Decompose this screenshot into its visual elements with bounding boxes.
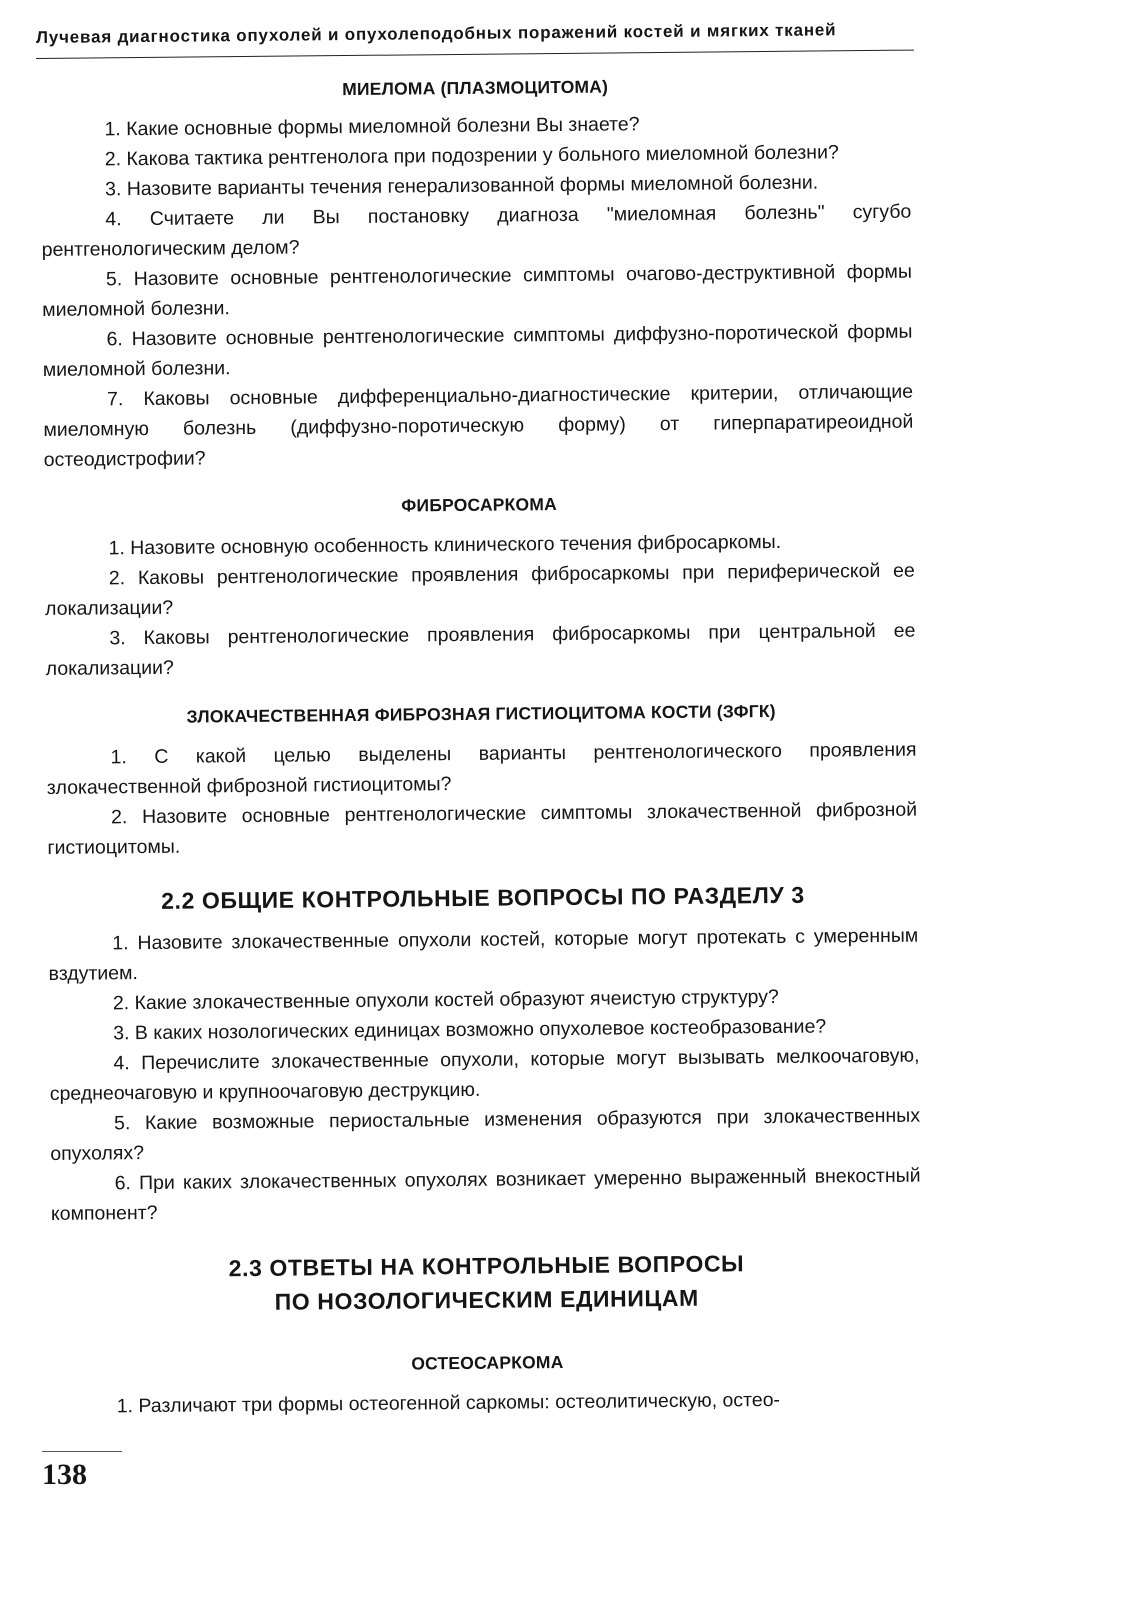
question-item: 1. Какие основные формы миеломной болезни Вы знаете? xyxy=(104,113,640,141)
question-item: 6. Назовите основные рентгенологические симптомы диффузно-поротической формы миеломной болезни. xyxy=(42,320,913,381)
question-item: 6. При каких злокачественных опухолях возникает умеренно выраженный внекостный компонент? xyxy=(50,1164,921,1225)
question-item: 4. Считаете ли Вы постановку диагноза "миеломная болезнь" сугубо рентгенологическим делом? xyxy=(41,200,912,261)
section-title-mfh: ЗЛОКАЧЕСТВЕННАЯ ФИБРОЗНАЯ ГИСТИОЦИТОМА КОСТИ (ЗФГК) xyxy=(186,700,776,727)
question-item: 3. В каких нозологических единицах возможно опухолевое костеобразование? xyxy=(113,1015,827,1045)
section-title-fibrosarcoma: ФИБРОСАРКОМА xyxy=(401,494,558,516)
question-item: 3. Назовите варианты течения генерализованной формы миеломной болезни. xyxy=(104,171,819,201)
chapter-title-answers-line1: 2.3 ОТВЕТЫ НА КОНТРОЛЬНЫЕ ВОПРОСЫ xyxy=(228,1250,745,1282)
question-item: 5. Назовите основные рентгенологические симптомы очагово-деструктивной формы миеломной болезни. xyxy=(42,260,913,321)
question-item: 7. Каковы основные дифференциально-диагностические критерии, отличающие миеломную болезнь (диффузно-поротическую форму) от гиперпаратиреоидной остеодистрофии? xyxy=(43,380,914,471)
footer-rule xyxy=(42,1451,122,1452)
section-answers xyxy=(51,1245,922,1321)
page-content xyxy=(40,68,923,1422)
section-osteosarcoma xyxy=(52,1349,923,1422)
question-item: 5. Какие возможные периостальные изменения образуются при злокачественных опухолях? xyxy=(50,1104,921,1165)
header-rule xyxy=(36,50,914,59)
chapter-title-answers-line2: ПО НОЗОЛОГИЧЕСКИМ ЕДИНИЦАМ xyxy=(274,1284,699,1315)
section-mfh xyxy=(46,700,917,863)
question-item: 3. Каковы рентгенологические проявления фибросаркомы при центральной ее локализации? xyxy=(45,619,916,680)
chapter-title-general: 2.2 ОБЩИЕ КОНТРОЛЬНЫЕ ВОПРОСЫ ПО РАЗДЕЛУ 3 xyxy=(161,881,805,914)
answer-item: 1. Различают три формы остеогенной саркомы: остеолитическую, остео- xyxy=(116,1388,781,1418)
running-header: Лучевая диагностика опухолей и опухолеподобных поражений костей и мягких тканей xyxy=(36,20,837,47)
question-item: 1. Назовите основную особенность клинического течения фибросаркомы. xyxy=(108,530,782,560)
question-item: 4. Перечислите злокачественные опухоли, которые могут вызывать мелкоочаговую, среднеочаговую и крупноочаговую деструкцию. xyxy=(49,1044,920,1105)
question-item: 1. Назовите злокачественные опухоли костей, которые могут протекать с умеренным вздутием. xyxy=(48,924,919,985)
page-number: 138 xyxy=(42,1458,87,1491)
question-item: 2. Какие злокачественные опухоли костей образуют ячеистую структуру? xyxy=(112,985,779,1015)
question-item: 2. Каковы рентгенологические проявления фибросаркомы при периферической ее локализации? xyxy=(45,559,915,620)
question-item: 1. С какой целью выделены варианты рентгенологического проявления злокачественной фиброзной гистиоцитомы? xyxy=(46,738,917,799)
question-item: 2. Назовите основные рентгенологические симптомы злокачественной фиброзной гистиоцитомы. xyxy=(47,798,918,859)
question-item: 2. Какова тактика рентгенолога при подозрении у больного миеломной болезни? xyxy=(104,141,839,171)
section-general-questions xyxy=(48,877,921,1229)
section-fibrosarcoma xyxy=(44,491,916,684)
section-myeloma xyxy=(40,74,914,475)
section-title-myeloma: МИЕЛОМА (ПЛАЗМОЦИТОМА) xyxy=(342,76,609,100)
section-title-osteosarcoma: ОСТЕОСАРКОМА xyxy=(411,1352,564,1374)
